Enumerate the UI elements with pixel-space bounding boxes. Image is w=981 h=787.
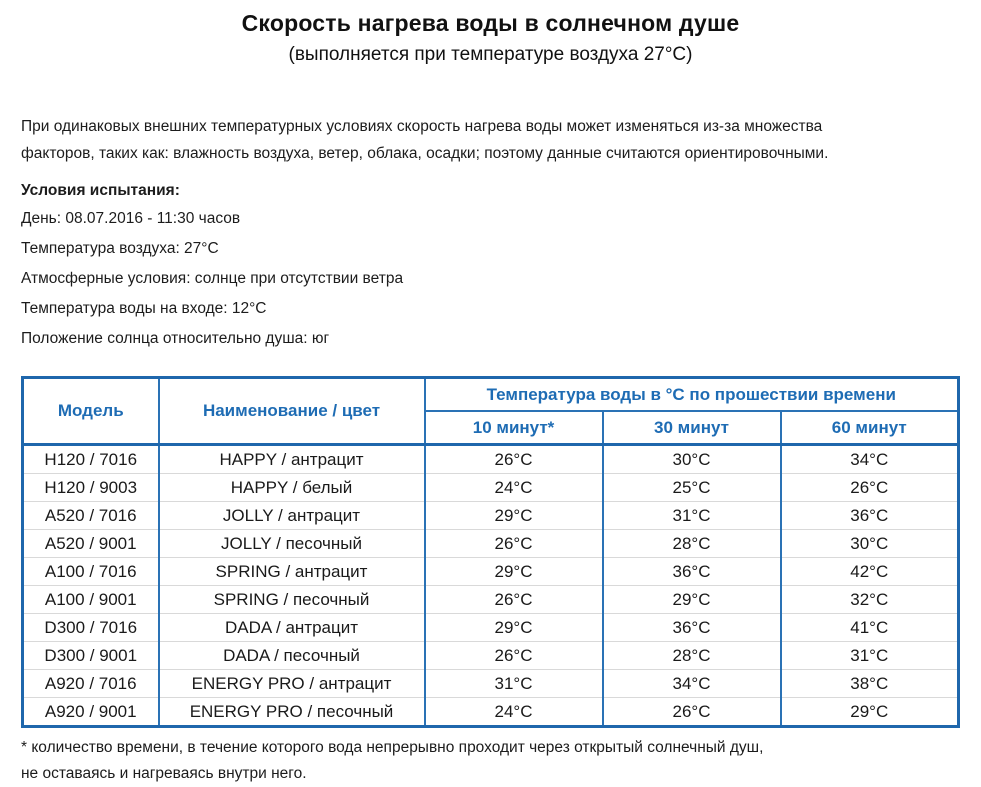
cell-temp-10min: 31°С (425, 670, 603, 698)
cell-name-color: SPRING / песочный (159, 586, 425, 614)
cell-temp-30min: 36°С (603, 558, 781, 586)
cell-temp-60min: 32°С (781, 586, 959, 614)
cell-temp-60min: 30°С (781, 530, 959, 558)
conditions-heading: Условия испытания: (21, 182, 180, 199)
cell-name-color: JOLLY / песочный (159, 530, 425, 558)
intro-paragraph (21, 113, 960, 167)
cell-name-color: DADA / антрацит (159, 614, 425, 642)
column-header-temperature-group: Температура воды в °С по прошествии времени (425, 378, 959, 412)
table-row (23, 586, 959, 614)
cell-temp-30min: 26°С (603, 698, 781, 727)
table-row (23, 642, 959, 670)
cell-temp-10min: 26°С (425, 586, 603, 614)
cell-model: A920 / 7016 (23, 670, 159, 698)
heating-results-table (21, 376, 960, 728)
cell-name-color: DADA / песочный (159, 642, 425, 670)
cell-model: A920 / 9001 (23, 698, 159, 727)
cell-name-color: JOLLY / антрацит (159, 502, 425, 530)
cell-name-color: HAPPY / белый (159, 474, 425, 502)
cell-model: H120 / 7016 (23, 445, 159, 474)
cell-temp-30min: 31°С (603, 502, 781, 530)
cell-model: A100 / 7016 (23, 558, 159, 586)
cell-model: A520 / 7016 (23, 502, 159, 530)
cell-temp-10min: 26°С (425, 642, 603, 670)
column-header-60min: 60 минут (781, 411, 959, 445)
cell-model: D300 / 7016 (23, 614, 159, 642)
condition-date: День: 08.07.2016 - 11:30 часов (21, 210, 241, 227)
cell-temp-10min: 29°С (425, 558, 603, 586)
condition-inlet-water-temperature: Температура воды на входе: 12°С (21, 300, 267, 317)
cell-temp-10min: 29°С (425, 502, 603, 530)
cell-temp-60min: 42°С (781, 558, 959, 586)
intro-paragraph-line-2: факторов, таких как: влажность воздуха, ветер, облака, осадки; поэтому данные считаются ориентировочными. (21, 145, 829, 162)
table-row (23, 445, 959, 474)
cell-model: A100 / 9001 (23, 586, 159, 614)
cell-model: H120 / 9003 (23, 474, 159, 502)
column-header-model: Модель (23, 378, 159, 445)
cell-name-color: ENERGY PRO / песочный (159, 698, 425, 727)
page-subtitle: (выполняется при температуре воздуха 27°С) (288, 44, 693, 65)
cell-temp-10min: 26°С (425, 445, 603, 474)
footnote-line-2: не оставаясь и нагреваясь внутри него. (21, 765, 307, 782)
condition-sun-position: Положение солнца относительно душа: юг (21, 330, 330, 347)
cell-temp-30min: 36°С (603, 614, 781, 642)
cell-temp-60min: 31°С (781, 642, 959, 670)
cell-temp-10min: 24°С (425, 474, 603, 502)
table-row (23, 670, 959, 698)
footnote (21, 735, 960, 787)
table-row (23, 614, 959, 642)
cell-model: A520 / 9001 (23, 530, 159, 558)
cell-temp-60min: 38°С (781, 670, 959, 698)
table-row (23, 698, 959, 727)
cell-temp-60min: 41°С (781, 614, 959, 642)
condition-atmosphere: Атмосферные условия: солнце при отсутствии ветра (21, 270, 404, 287)
intro-paragraph-line-1: При одинаковых внешних температурных условиях скорость нагрева воды может изменяться из-за множества (21, 118, 823, 135)
cell-temp-60min: 26°С (781, 474, 959, 502)
cell-temp-10min: 29°С (425, 614, 603, 642)
column-header-30min: 30 минут (603, 411, 781, 445)
cell-temp-60min: 29°С (781, 698, 959, 727)
cell-temp-60min: 36°С (781, 502, 959, 530)
cell-name-color: HAPPY / антрацит (159, 445, 425, 474)
table-row (23, 530, 959, 558)
column-header-10min: 10 минут* (425, 411, 603, 445)
cell-temp-10min: 24°С (425, 698, 603, 727)
cell-model: D300 / 9001 (23, 642, 159, 670)
column-header-name-color: Наименование / цвет (159, 378, 425, 445)
cell-temp-30min: 25°С (603, 474, 781, 502)
cell-temp-60min: 34°С (781, 445, 959, 474)
cell-temp-30min: 34°С (603, 670, 781, 698)
footnote-line-1: * количество времени, в течение которого вода непрерывно проходит через открытый солнечный душ, (21, 739, 764, 756)
condition-air-temperature: Температура воздуха: 27°С (21, 240, 219, 257)
page-title: Скорость нагрева воды в солнечном душе (241, 10, 740, 36)
cell-temp-10min: 26°С (425, 530, 603, 558)
table-row (23, 502, 959, 530)
cell-name-color: SPRING / антрацит (159, 558, 425, 586)
cell-temp-30min: 29°С (603, 586, 781, 614)
cell-temp-30min: 28°С (603, 642, 781, 670)
cell-temp-30min: 28°С (603, 530, 781, 558)
table-body (23, 445, 959, 727)
document-page (0, 10, 981, 787)
table-row (23, 474, 959, 502)
table-row (23, 558, 959, 586)
cell-name-color: ENERGY PRO / антрацит (159, 670, 425, 698)
table-header-row-group (23, 378, 959, 412)
cell-temp-30min: 30°С (603, 445, 781, 474)
